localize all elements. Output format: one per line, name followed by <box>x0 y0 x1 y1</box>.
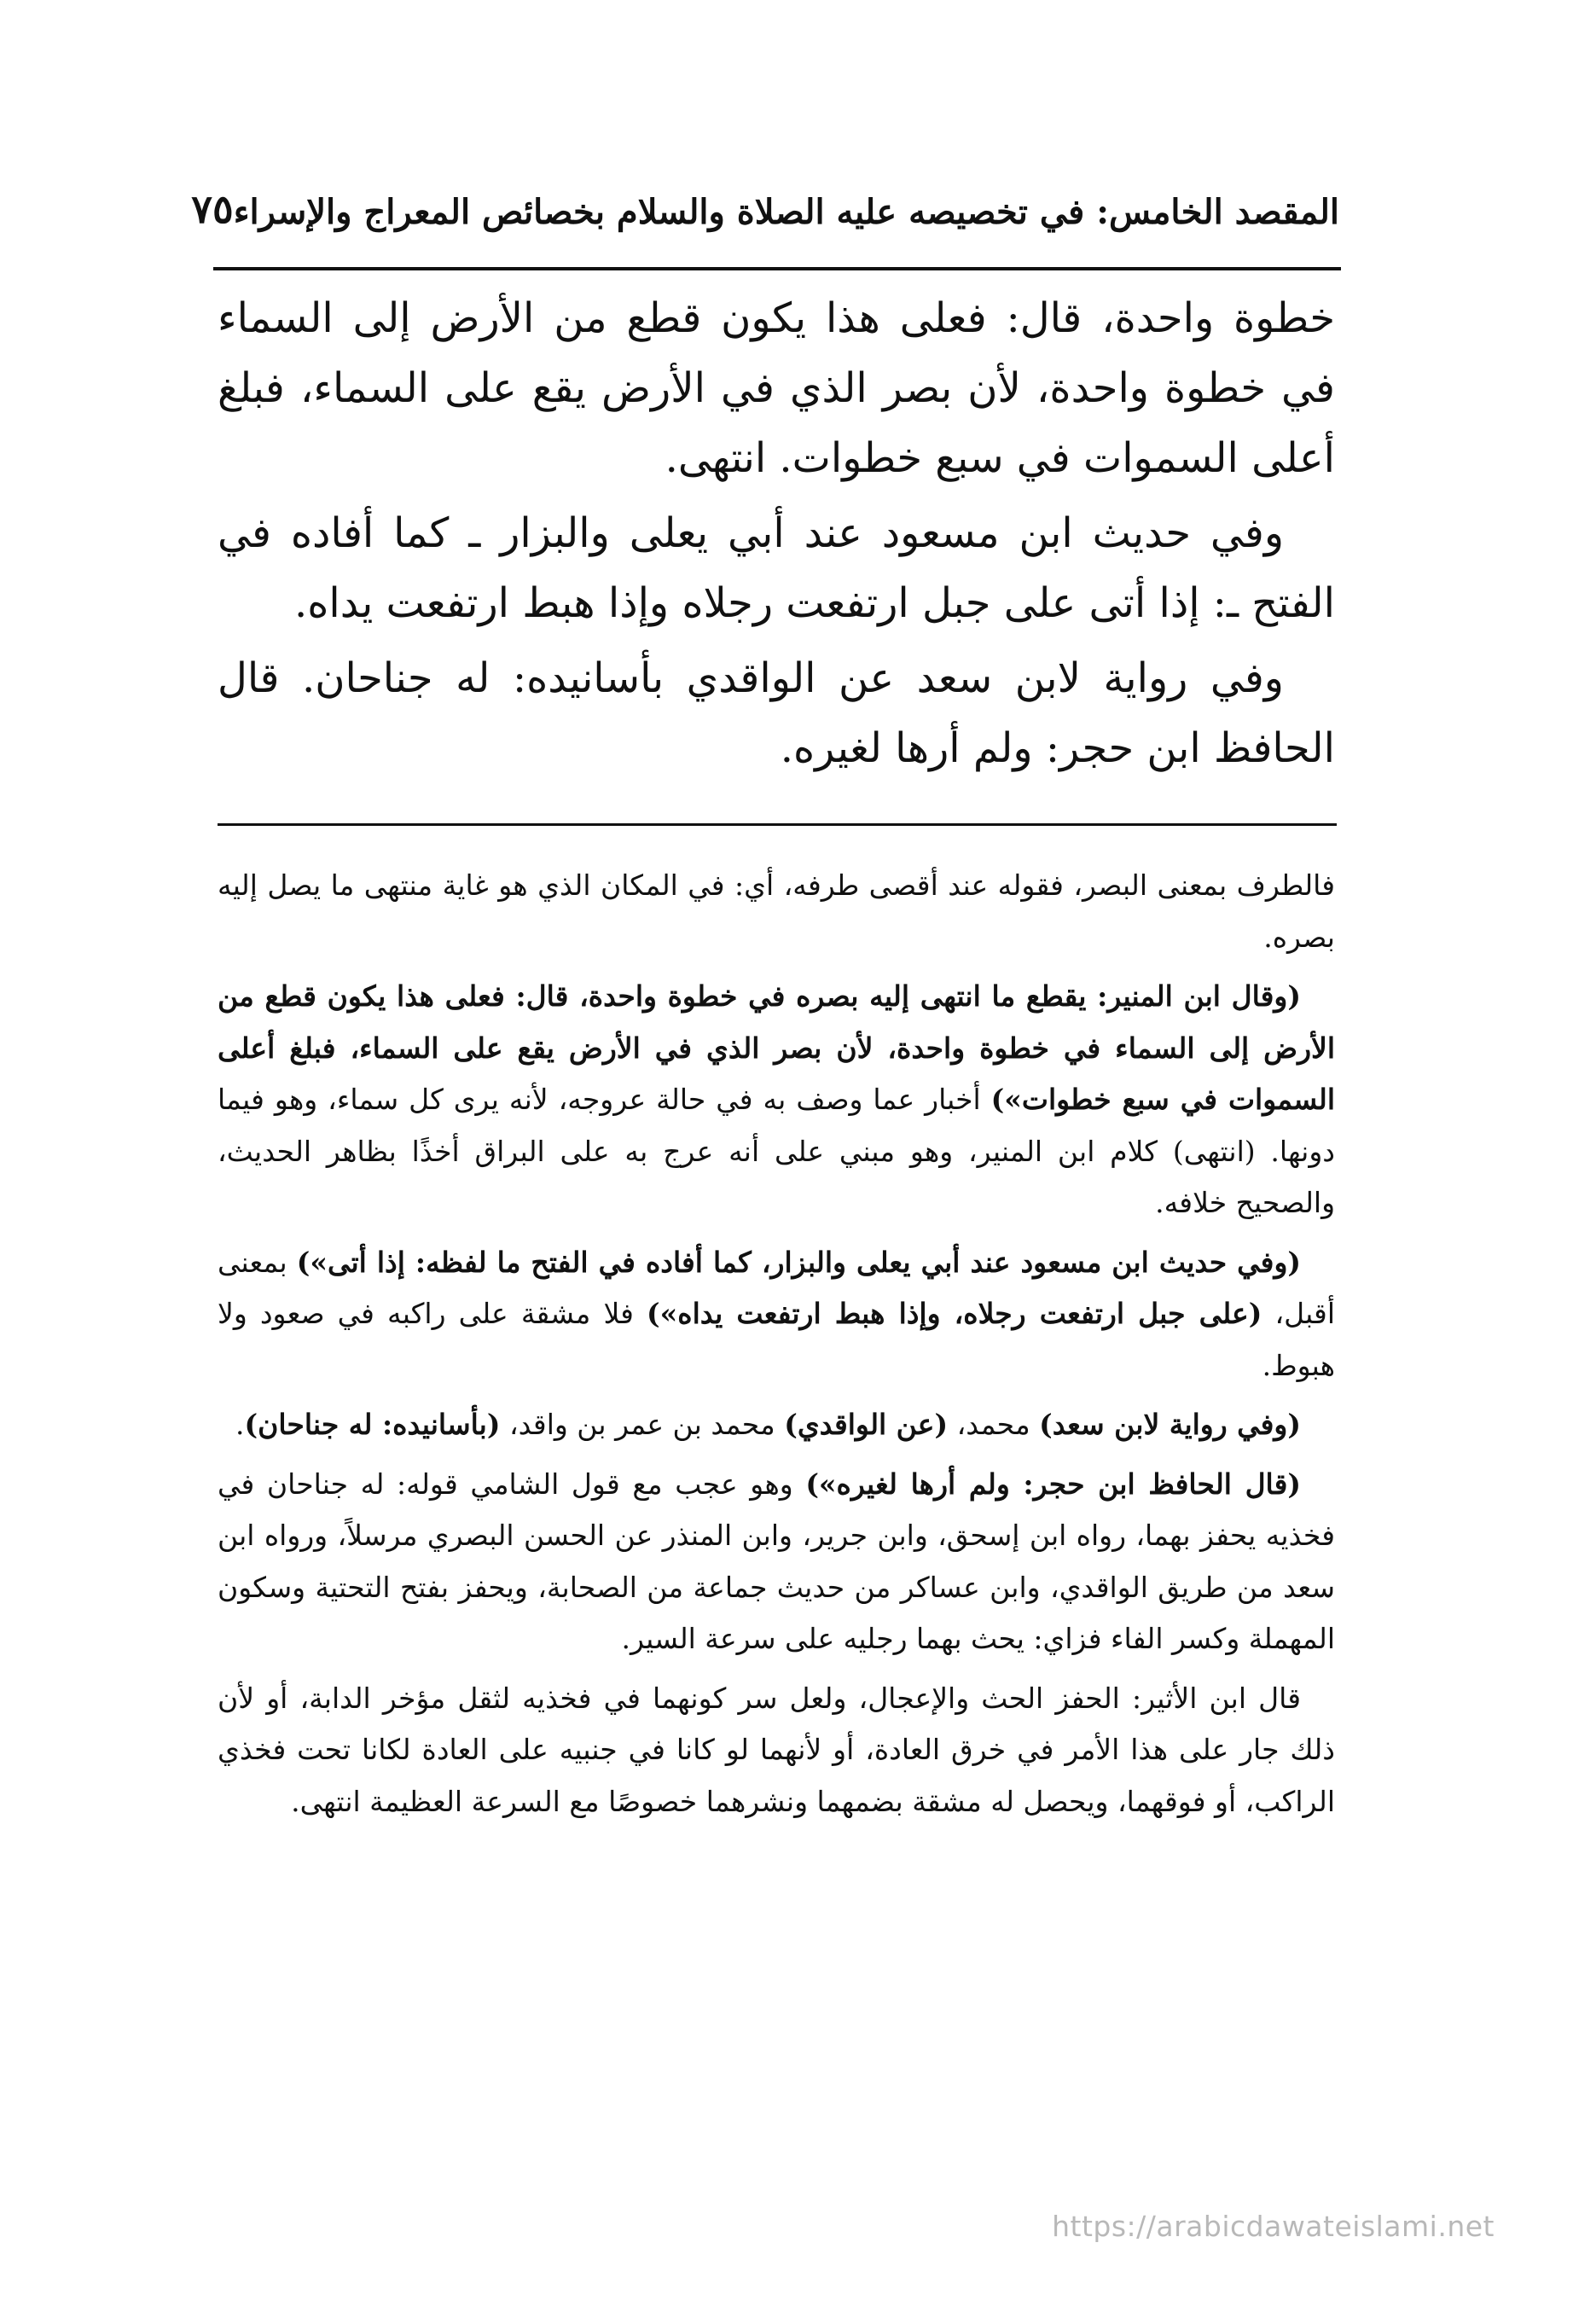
commentary-paragraph: فالطرف بمعنى البصر، فقوله عند أقصى طرفه، أي: في المكان الذي هو غاية منتهى ما يصل إليه بصره. <box>218 869 1335 954</box>
commentary-paragraph: قال ابن الأثير: الحفز الحث والإعجال، ولعل سر كونهما في فخذيه لثقل مؤخر الدابة، أو لأن ذلك جار على هذا الأمر في خرق العادة، أو لأنهما لو كانا في جنبيه على العادة لكانا تحت فخذي الراكب، أو فوقهما، ويحصل له مشقة بضمهما ونشرهما خصوصًا مع السرعة العظيمة انتهى. <box>218 1681 1335 1818</box>
quoted-text: (وفي حديث ابن مسعود عند أبي يعلى والبزار، كما أفاده في الفتح ما لفظه: إذا أتى») <box>296 1245 1301 1279</box>
quoted-text: (وفي رواية لابن سعد) <box>1039 1408 1301 1441</box>
commentary-paragraph <box>218 1459 1335 1665</box>
commentary-paragraph <box>218 971 1335 1229</box>
commentary-text-span: أخبار عما وصف به في حالة عروجه، لأنه يرى كل سماء، وهو فيما دونها. (انتهى) كلام ابن المنير، وهو مبني على أنه عرج به على البراق أخذًا بظاهر الحديث، والصحيح خلافه. <box>218 1083 1335 1219</box>
commentary-divider <box>218 823 1337 826</box>
commentary-paragraph <box>218 1399 1335 1451</box>
quoted-text: (عن الواقدي) <box>784 1408 949 1441</box>
commentary-text-span: . <box>235 1408 245 1441</box>
quoted-text: (على جبل ارتفعت رجلاه، وإذا هبط ارتفعت يداه») <box>647 1297 1262 1330</box>
header-title: المقصد الخامس: في تخصيصه عليه الصلاة والسلام بخصائص المعراج والإسراء <box>233 192 1339 232</box>
commentary-text-span: محمد، <box>948 1408 1040 1441</box>
commentary-text <box>218 860 1335 1835</box>
page-number: ٧٥ <box>191 186 234 232</box>
commentary-text-span: وهو عجب مع قول الشامي قوله: له جناحان في فخذيه يحفز بهما، رواه ابن إسحق، وابن جرير، وابن المنذر عن الحسن البصري مرسلاً، ورواه ابن سعد من طريق الواقدي، وابن عساكر من حديث جماعة من الصحابة، ويحفز بفتح التحتية وسكون المهملة وكسر الفاء فزاي: يحث بهما رجليه على سرعة السير. <box>218 1467 1335 1655</box>
quoted-text: (وقال ابن المنير: يقطع ما انتهى إليه بصره في خطوة واحدة، قال: فعلى هذا يكون قطع من الأرض إلى السماء في خطوة واحدة، لأن بصر الذي في الأرض يقع على السماء، فبلغ أعلى السموات في سبع خطوات») <box>218 979 1335 1116</box>
main-paragraph: وفي رواية لابن سعد عن الواقدي بأسانيده: له جناحان. قال الحافظ ابن حجر: ولم أرها لغيره. <box>218 654 1335 772</box>
main-text <box>218 283 1335 788</box>
quoted-text: (قال الحافظ ابن حجر: ولم أرها لغيره») <box>805 1467 1301 1501</box>
main-paragraph: خطوة واحدة، قال: فعلى هذا يكون قطع من الأرض إلى السماء في خطوة واحدة، لأن بصر الذي في الأرض يقع على السماء، فبلغ أعلى السموات في سبع خطوات. انتهى. <box>218 294 1336 482</box>
watermark-url: https://arabicdawateislami.net <box>1052 2210 1495 2243</box>
running-header <box>191 186 1339 232</box>
quoted-text: (بأسانيده: له جناحان) <box>244 1408 501 1441</box>
header-divider <box>213 267 1341 270</box>
commentary-paragraph <box>218 1237 1335 1392</box>
commentary-text-span: فلا مشقة على راكبه في صعود ولا هبوط. <box>218 1297 1335 1382</box>
main-paragraph: وفي حديث ابن مسعود عند أبي يعلى والبزار ـ كما أفاده في الفتح ـ: إذا أتى على جبل ارتفعت رجلاه وإذا هبط ارتفعت يداه. <box>218 509 1335 627</box>
commentary-text-span: بمعنى أقبل، <box>218 1245 1335 1330</box>
commentary-text-span: محمد بن عمر بن واقد، <box>500 1408 785 1441</box>
